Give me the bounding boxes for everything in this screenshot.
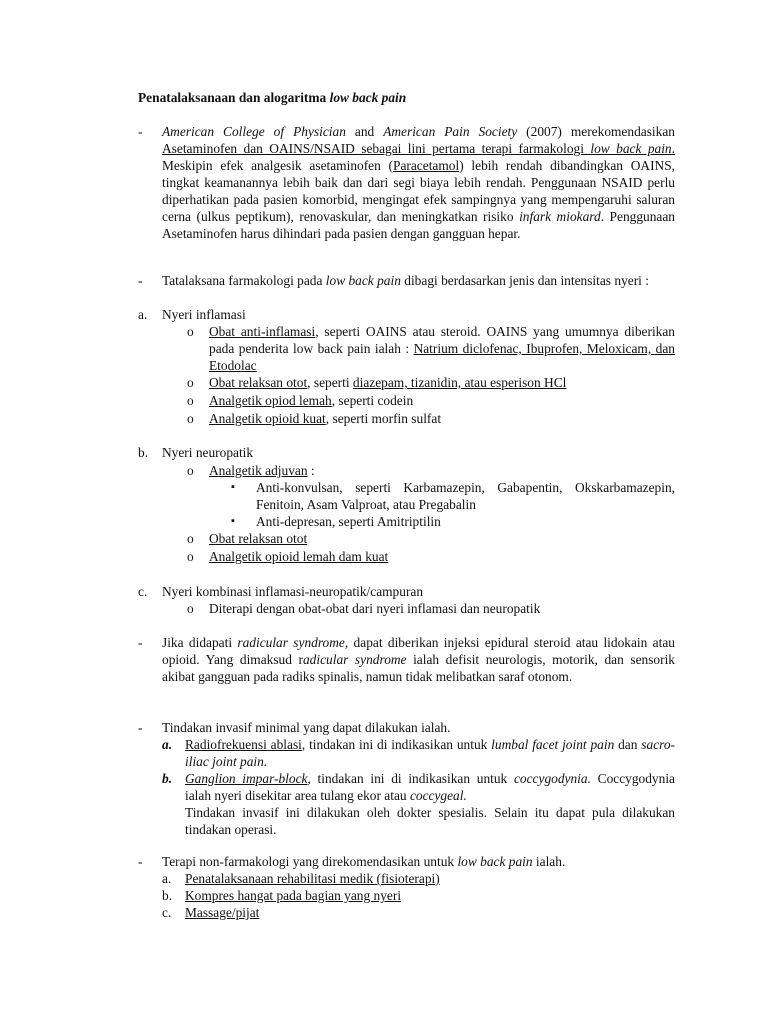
bullet-o: o: [187, 463, 194, 478]
text-lbp: low back pain: [457, 854, 533, 869]
sub-item: [138, 462, 675, 479]
list-marker: c.: [138, 584, 148, 599]
text: Coccygodynia ialah nyeri disekitar area tulang ekor atau: [185, 771, 675, 803]
text-opioid-kuat: Analgetik opioid kuat: [209, 411, 326, 426]
bullet-o: o: [187, 375, 194, 390]
text-facet: lumbal facet joint pain: [491, 737, 615, 752]
sub-item-text: [209, 410, 675, 427]
text: , tindakan ini di indikasikan untuk: [301, 737, 492, 752]
bullet-o: o: [187, 393, 194, 408]
dash-marker: -: [138, 273, 143, 288]
non-pharm-item: [138, 904, 675, 921]
list-marker: a.: [162, 737, 173, 752]
document-title: [138, 89, 406, 106]
invasive-item-text: [185, 770, 675, 804]
text-sacroiliac: sacro-iliac joint pain.: [185, 737, 675, 769]
invasive-intro: Tindakan invasif minimal yang dapat dilakukan ialah.: [162, 720, 451, 735]
text-first-line-therapy: Asetaminofen dan OAINS/NSAID sebagai lini pertama terapi farmakologi: [162, 141, 591, 156]
text: , seperti codein: [331, 393, 414, 408]
text-relaksan-list: diazepam, tizanidin, atau esperison HCl: [352, 375, 567, 390]
sub-item: [138, 410, 675, 427]
sub-sub-item: [138, 479, 675, 513]
text: . Penggunaan Asetaminofen harus dihindari pada pasien dengan gangguan hepar.: [162, 209, 676, 241]
sub-item-text: Diterapi dengan obat-obat dari nyeri inflamasi dan neuropatik: [209, 601, 541, 616]
invasive-note: [138, 804, 675, 838]
sub-item-text: Obat relaksan otot: [209, 531, 308, 546]
sub-item: [138, 600, 675, 617]
sub-item-text: [209, 323, 675, 374]
radicular-paragraph: [162, 634, 675, 685]
text-lbp: low back pain: [590, 141, 672, 156]
text-radiofrekuensi: Radiofrekuensi ablasi: [185, 737, 302, 752]
text-coccygeal: coccygeal.: [409, 788, 467, 803]
text-infark: infark miokard: [519, 209, 601, 224]
bullet-o: o: [187, 601, 194, 616]
list-marker: b.: [162, 771, 173, 786]
section-invasive: [138, 719, 675, 736]
bullet-square: ▪: [231, 481, 235, 493]
sub-item-text: Analgetik opioid lemah dam kuat: [209, 549, 389, 564]
text-lbp: low back pain: [325, 273, 401, 288]
non-pharmacology-intro: [162, 853, 675, 870]
text: ialah.: [532, 854, 566, 869]
list-marker: a.: [138, 307, 148, 322]
list-item-inflammatory: [138, 306, 675, 323]
dash-marker: -: [138, 124, 143, 139]
text-nsaid-list: Natrium diclofenac, Ibuprofen, Meloxicam, dan Etodolac: [209, 341, 675, 373]
section-recommendation: [138, 123, 675, 242]
non-pharm-item-text: Massage/pijat: [185, 905, 260, 920]
text-acp: American College of Physician: [162, 124, 346, 139]
list-label: Nyeri kombinasi inflamasi-neuropatik/campuran: [162, 584, 424, 599]
text: .: [671, 141, 675, 156]
sub-sub-item: [138, 513, 675, 530]
dash-marker: -: [138, 854, 143, 869]
text: dapat diberikan injeksi epidural steroid atau lidokain atau opioid. Yang dimaksud r: [162, 635, 675, 667]
pharmacology-intro: [162, 272, 675, 289]
non-pharm-item: [138, 870, 675, 887]
sub-item: [138, 548, 675, 565]
text: dan: [614, 737, 642, 752]
text-aps: American Pain Society: [383, 124, 518, 139]
text: and: [345, 124, 384, 139]
non-pharm-item-text: Penatalaksanaan rehabilitasi medik (fisioterapi): [185, 871, 440, 886]
list-marker: c.: [162, 905, 172, 920]
section-non-pharmacology: [138, 853, 675, 870]
list-marker: b.: [162, 888, 173, 903]
invasive-item-b: [138, 770, 675, 804]
text-relaksan: Obat relaksan otot: [209, 375, 308, 390]
text: ) lebih rendah dibandingkan OAINS, tingkat keamanannya lebih baik dan dari segi biaya lebih rendah. Penggunaan NSAID perlu diperhatikan pada pasien komorbid, mengingat efek sampingnya yang mempengaruhi saluran cerna (ulkus peptikum), renovaskular, dan meningkatkan risiko: [162, 158, 675, 224]
bullet-o: o: [187, 531, 194, 546]
list-item-mixed: [138, 583, 675, 600]
bullet-o: o: [187, 411, 194, 426]
invasive-item-a: [138, 736, 675, 770]
non-pharm-item-text: Kompres hangat pada bagian yang nyeri: [185, 888, 402, 903]
sub-item-text: [209, 374, 675, 391]
text-ganglion: Ganglion impar-block: [185, 771, 308, 786]
recommendation-paragraph: [162, 123, 675, 242]
text: :: [307, 463, 315, 478]
invasive-note-text: Tindakan invasif ini dilakukan oleh dokter spesialis. Selain itu dapat pula dilakukan tindakan operasi.: [185, 805, 675, 837]
text: , tindakan ini di indikasikan untuk: [307, 771, 514, 786]
text-opiod-lemah: Analgetik opiod lemah: [209, 393, 332, 408]
text: dibagi berdasarkan jenis dan intensitas nyeri :: [400, 273, 649, 288]
text-adjuvan: Analgetik adjuvan: [209, 463, 308, 478]
text-anti-inflamasi: Obat anti-inflamasi: [209, 324, 316, 339]
sub-item: [138, 374, 675, 391]
text-radicular: adicular syndrome: [302, 652, 407, 667]
list-item-neuropathic: [138, 444, 675, 461]
list-label: Nyeri neuropatik: [162, 445, 254, 460]
text: , seperti morfin sulfat: [325, 411, 442, 426]
bullet-o: o: [187, 549, 194, 564]
list-marker: b.: [138, 445, 149, 460]
text: Jika didapati: [162, 635, 238, 650]
text: Tatalaksana farmakologi pada: [162, 273, 326, 288]
sub-item: [138, 392, 675, 409]
text: ialah defisit neurologis, motorik, dan sensorik akibat gangguan pada radiks spinalis, namun tidak melibatkan saraf otonom.: [162, 652, 676, 684]
text-coccygodynia: coccygodynia.: [513, 771, 591, 786]
text-paracetamol: Paracetamol: [393, 158, 460, 173]
sub-item-text: [209, 392, 675, 409]
sub-sub-item-text: Anti-depresan, seperti Amitriptilin: [256, 514, 441, 529]
dash-marker: -: [138, 635, 143, 650]
title-main: Penatalaksanaan dan alogaritma: [138, 90, 327, 105]
list-marker: a.: [162, 871, 172, 886]
sub-item: [138, 530, 675, 547]
text-radicular: radicular syndrome,: [237, 635, 349, 650]
bullet-square: ▪: [231, 515, 235, 527]
text: (2007) merekomendasikan: [517, 124, 675, 139]
bullet-o: o: [187, 324, 194, 339]
sub-item: [138, 323, 675, 374]
text: , seperti OAINS atau steroid. OAINS yang umumnya diberikan pada penderita low back pain ialah :: [209, 324, 676, 356]
title-italic: low back pain: [329, 90, 407, 105]
text: , seperti: [307, 375, 353, 390]
section-radicular: [138, 634, 675, 685]
list-label: Nyeri inflamasi: [162, 307, 246, 322]
section-pharmacology: [138, 272, 675, 289]
text: Meskipin efek analgesik asetaminofen (: [162, 158, 394, 173]
sub-item-text: [209, 462, 675, 479]
sub-sub-item-text: Anti-konvulsan, seperti Karbamazepin, Gabapentin, Okskarbamazepin, Fenitoin, Asam Valproat, atau Pregabalin: [256, 480, 675, 512]
invasive-item-text: [185, 736, 675, 770]
text: Terapi non-farmakologi yang direkomendasikan untuk: [162, 854, 458, 869]
non-pharm-item: [138, 887, 675, 904]
dash-marker: -: [138, 720, 143, 735]
